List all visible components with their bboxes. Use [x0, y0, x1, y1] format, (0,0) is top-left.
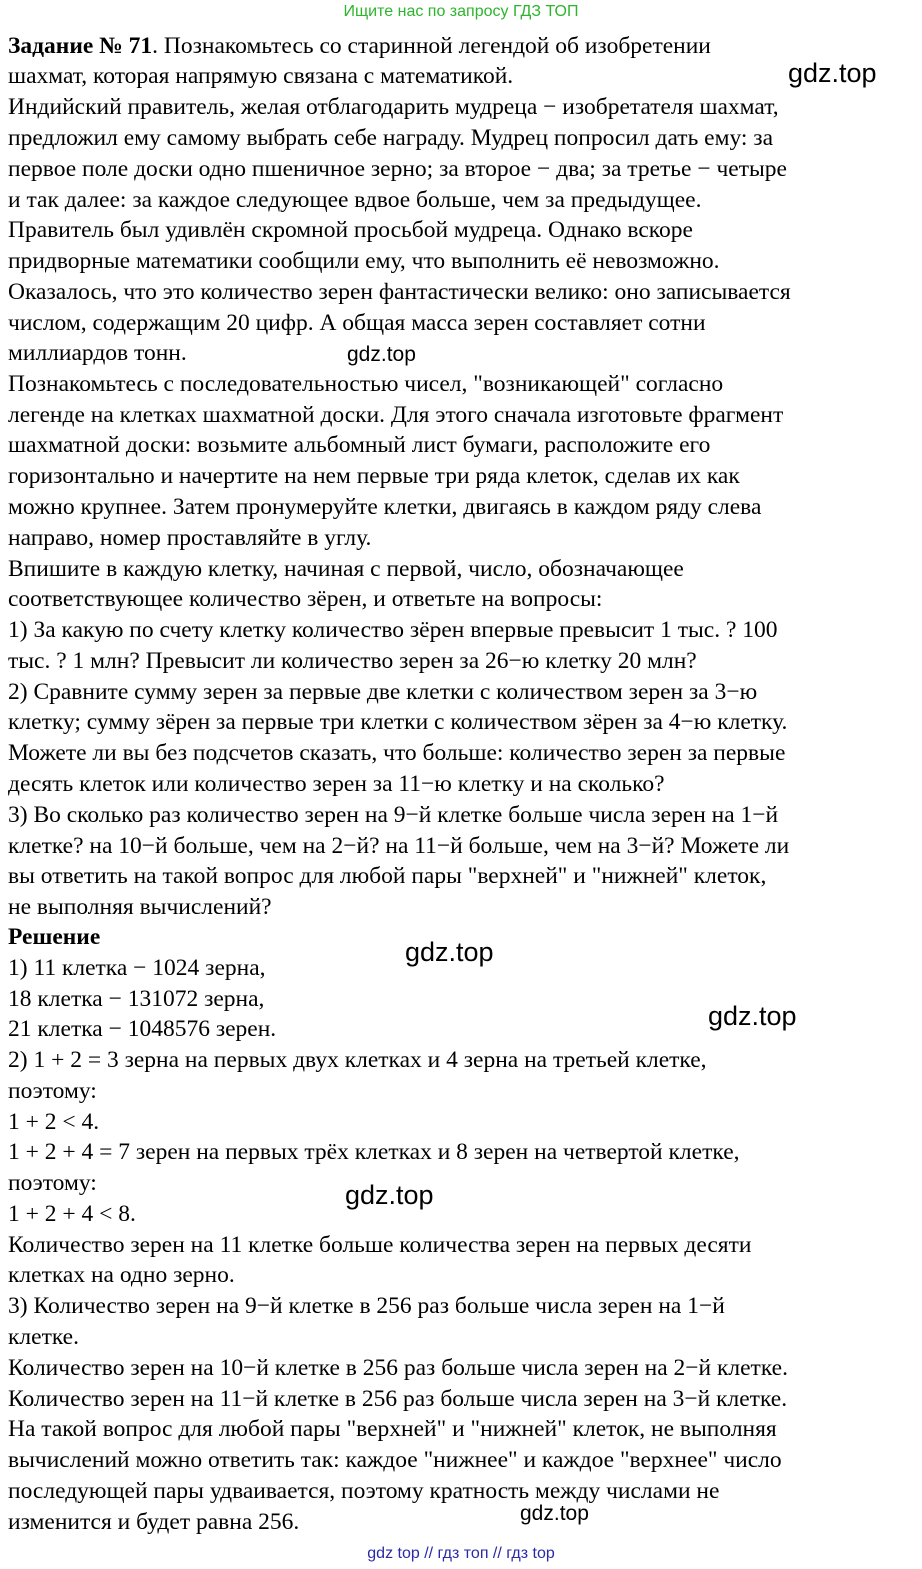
- solution-line: 1 + 2 + 4 = 7 зерен на первых трёх клетках и 8 зерен на четвертой клетке,: [8, 1139, 740, 1165]
- solution-line: изменится и будет равна 256.: [8, 1509, 300, 1535]
- task-line: Индийский правитель, желая отблагодарить мудреца − изобретателя шахмат,: [8, 94, 779, 120]
- task-intro-rest: . Познакомьтесь со старинной легендой об изобретении: [152, 33, 711, 59]
- question-line: клетку; сумму зёрен за первые три клетки с количеством зёрен за 4−ю клетку.: [8, 709, 788, 735]
- solution-line: 1 + 2 < 4.: [8, 1109, 100, 1135]
- solution-line: поэтому:: [8, 1078, 97, 1104]
- top-banner[interactable]: Ищите нас по запросу ГДЗ ТОП: [343, 3, 579, 20]
- solution-line: Количество зерен на 11 клетке больше количества зерен на первых десяти: [8, 1232, 752, 1258]
- watermark: gdz.top: [405, 937, 494, 967]
- task-line: легенде на клетках шахматной доски. Для этого сначала изготовьте фрагмент: [8, 402, 784, 428]
- task-line: Познакомьтесь с последовательностью чисел, "возникающей" согласно: [8, 371, 724, 397]
- question-line: Можете ли вы без подсчетов сказать, что больше: количество зерен за первые: [8, 740, 786, 766]
- solution-line: 3) Количество зерен на 9−й клетке в 256 раз больше числа зерен на 1−й: [8, 1293, 725, 1319]
- task-line: первое поле доски одно пшеничное зерно; за второе − два; за третье − четыре: [8, 156, 787, 182]
- solution-line: 21 клетка − 1048576 зерен.: [8, 1016, 277, 1042]
- task-line: соответствующее количество зёрен, и ответьте на вопросы:: [8, 586, 603, 612]
- task-line: миллиардов тонн.: [8, 340, 187, 366]
- question-line: 3) Во сколько раз количество зерен на 9−й клетке больше числа зерен на 1−й: [8, 802, 779, 828]
- solution-line: 1) 11 клетка − 1024 зерна,: [8, 955, 266, 981]
- solution-line: клетках на одно зерно.: [8, 1262, 235, 1288]
- solution-line: вычислений можно ответить так: каждое "нижнее" и каждое "верхнее" число: [8, 1447, 782, 1473]
- task-line: можно крупнее. Затем пронумеруйте клетки, двигаясь в каждом ряду слева: [8, 494, 762, 520]
- watermark: gdz.top: [347, 343, 416, 366]
- question-line: клетке? на 10−й больше, чем на 2−й? на 11−й больше, чем на 3−й? Можете ли: [8, 833, 790, 859]
- question-line: не выполняя вычислений?: [8, 894, 272, 920]
- task-line: горизонтально и начертите на нем первые три ряда клеток, сделав их как: [8, 463, 740, 489]
- watermark: gdz.top: [788, 58, 877, 88]
- watermark: gdz.top: [708, 1001, 797, 1031]
- solution-line: клетке.: [8, 1324, 79, 1350]
- solution-line: 2) 1 + 2 = 3 зерна на первых двух клетках и 4 зерна на третьей клетке,: [8, 1047, 707, 1073]
- solution-line: Количество зерен на 10−й клетке в 256 раз больше числа зерен на 2−й клетке.: [8, 1355, 788, 1381]
- solution-line: Количество зерен на 11−й клетке в 256 раз больше числа зерен на 3−й клетке.: [8, 1386, 788, 1412]
- task-line: шахматной доски: возьмите альбомный лист бумаги, расположите его: [8, 432, 711, 458]
- question-line: вы ответить на такой вопрос для любой пары "верхней" и "нижней" клеток,: [8, 863, 767, 889]
- task-title: Задание № 71: [8, 33, 153, 59]
- watermark: gdz.top: [520, 1502, 589, 1525]
- question-line: тыс. ? 1 млн? Превысит ли количество зерен за 26−ю клетку 20 млн?: [8, 648, 697, 674]
- solution-line: последующей пары удваивается, поэтому кратность между числами не: [8, 1478, 720, 1504]
- solution-heading: Решение: [8, 924, 101, 950]
- solution-line: 1 + 2 + 4 < 8.: [8, 1201, 136, 1227]
- question-line: 1) За какую по счету клетку количество зёрен впервые превысит 1 тыс. ? 100: [8, 617, 778, 643]
- task-line: предложил ему самому выбрать себе награду. Мудрец попросил дать ему: за: [8, 125, 774, 151]
- task-intro-line: [8, 31, 711, 61]
- task-line: придворные математики сообщили ему, что выполнить её невозможно.: [8, 248, 720, 274]
- bottom-banner[interactable]: gdz top // гдз топ // гдз top: [367, 1545, 555, 1562]
- task-line: Оказалось, что это количество зерен фантастически велико: оно записывается: [8, 279, 791, 305]
- task-line: направо, номер проставляйте в углу.: [8, 525, 372, 551]
- task-line: шахмат, которая напрямую связана с математикой.: [8, 63, 514, 89]
- solution-line: поэтому:: [8, 1170, 97, 1196]
- question-line: десять клеток или количество зерен за 11−ю клетку и на сколько?: [8, 771, 665, 797]
- task-line: Правитель был удивлён скромной просьбой мудреца. Однако вскоре: [8, 217, 693, 243]
- task-line: и так далее: за каждое следующее вдвое больше, чем за предыдущее.: [8, 187, 702, 213]
- task-line: числом, содержащим 20 цифр. А общая масса зерен составляет сотни: [8, 310, 706, 336]
- solution-line: На такой вопрос для любой пары "верхней" и "нижней" клеток, не выполняя: [8, 1416, 777, 1442]
- question-line: 2) Сравните сумму зерен за первые две клетки с количеством зерен за 3−ю: [8, 679, 758, 705]
- solution-line: 18 клетка − 131072 зерна,: [8, 986, 265, 1012]
- watermark: gdz.top: [345, 1180, 434, 1210]
- task-line: Впишите в каждую клетку, начиная с первой, число, обозначающее: [8, 556, 684, 582]
